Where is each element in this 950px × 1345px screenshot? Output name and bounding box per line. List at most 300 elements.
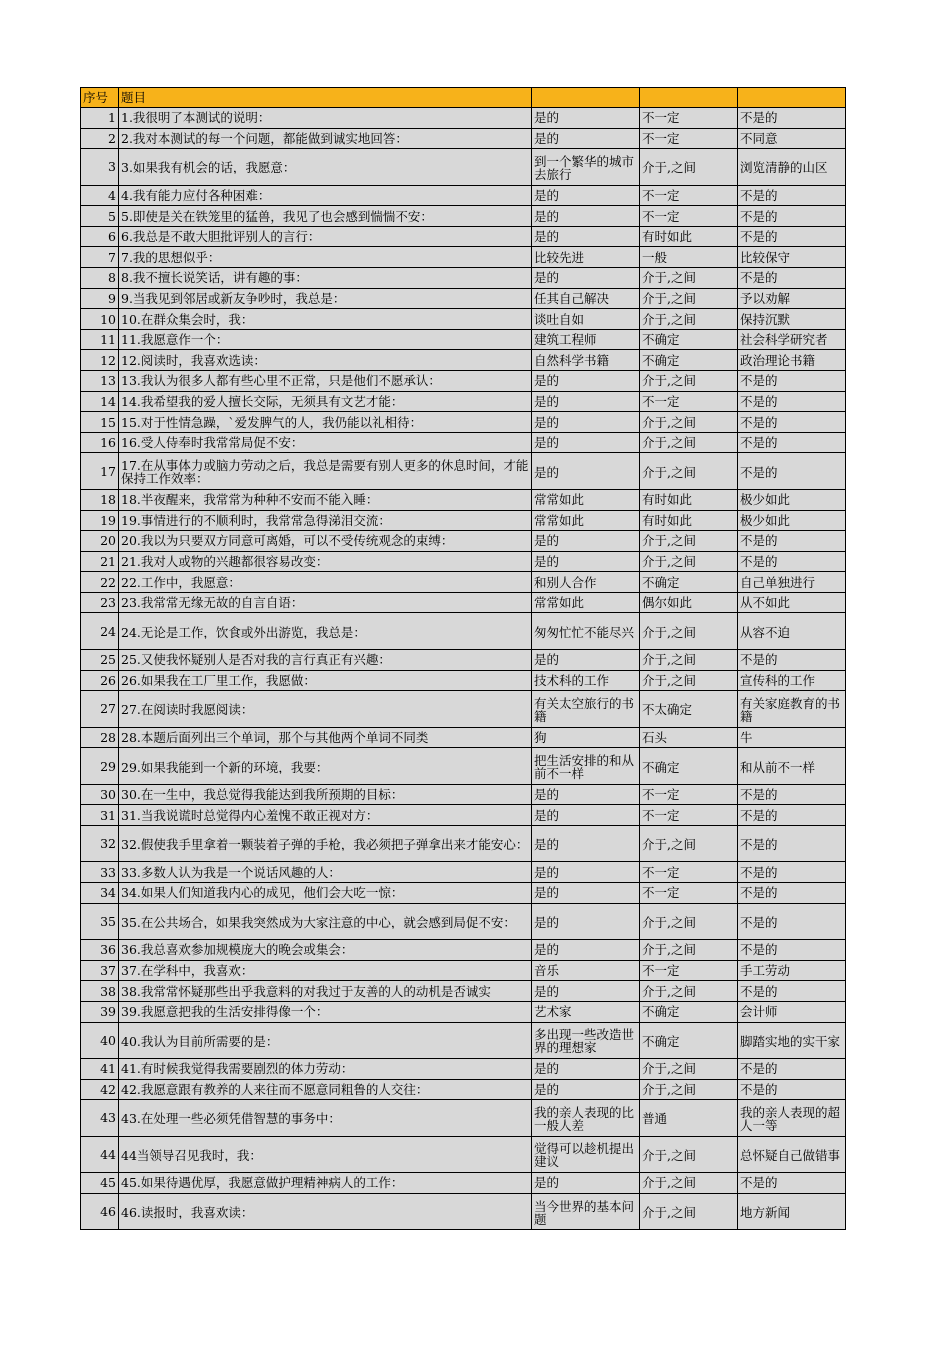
option-c-cell[interactable] xyxy=(738,350,846,371)
option-b-cell[interactable] xyxy=(640,510,738,531)
option-c-cell[interactable] xyxy=(738,1059,846,1080)
question-cell[interactable] xyxy=(119,206,532,227)
option-c-cell[interactable] xyxy=(738,247,846,268)
row-number-cell[interactable] xyxy=(81,510,119,531)
option-a-cell[interactable] xyxy=(532,226,640,247)
question-cell-text: 46.读报时，我喜欢读： xyxy=(121,1205,254,1220)
option-c-cell[interactable] xyxy=(738,309,846,330)
question-cell[interactable] xyxy=(119,453,532,490)
table-row xyxy=(81,1059,846,1080)
table-row xyxy=(81,825,846,862)
row-number-cell[interactable] xyxy=(81,960,119,981)
option-c-cell[interactable] xyxy=(738,572,846,593)
row-number-cell[interactable] xyxy=(81,1136,119,1173)
option-b-cell-text: 介于,之间 xyxy=(642,1147,696,1162)
option-c-cell[interactable] xyxy=(738,592,846,613)
option-c-cell[interactable] xyxy=(738,226,846,247)
option-a-cell-text: 是的 xyxy=(534,1175,560,1191)
question-cell-text: 43.在处理一些必须凭借智慧的事务中： xyxy=(121,1111,341,1126)
question-cell[interactable] xyxy=(119,226,532,247)
option-a-cell[interactable] xyxy=(532,981,640,1002)
option-a-cell[interactable] xyxy=(532,862,640,883)
option-b-cell[interactable] xyxy=(640,903,738,940)
row-number-cell[interactable] xyxy=(81,371,119,392)
option-c-cell-text: 不是的 xyxy=(740,942,778,958)
row-number-cell[interactable] xyxy=(81,981,119,1002)
option-a-cell-text: 是的 xyxy=(534,373,560,389)
option-b-cell[interactable] xyxy=(640,691,738,728)
table-row xyxy=(81,1001,846,1022)
row-number-cell[interactable] xyxy=(81,453,119,490)
table-row xyxy=(81,613,846,650)
option-c-cell[interactable] xyxy=(738,329,846,350)
row-number-cell[interactable] xyxy=(81,350,119,371)
question-cell[interactable] xyxy=(119,551,532,572)
question-cell[interactable] xyxy=(119,247,532,268)
option-b-cell-text: 介于,之间 xyxy=(642,983,696,999)
option-c-cell[interactable] xyxy=(738,649,846,670)
question-cell[interactable] xyxy=(119,288,532,309)
option-a-cell[interactable] xyxy=(532,903,640,940)
option-b-cell[interactable] xyxy=(640,613,738,650)
question-cell[interactable] xyxy=(119,1173,532,1194)
option-a-cell[interactable] xyxy=(532,391,640,412)
question-cell[interactable] xyxy=(119,489,532,510)
header-option-a[interactable] xyxy=(532,88,640,108)
option-a-cell[interactable] xyxy=(532,531,640,552)
option-a-cell[interactable] xyxy=(532,649,640,670)
question-cell[interactable] xyxy=(119,1079,532,1100)
option-b-cell[interactable] xyxy=(640,784,738,805)
row-number-cell[interactable] xyxy=(81,247,119,268)
option-a-cell[interactable] xyxy=(532,940,640,961)
row-number-cell[interactable] xyxy=(81,1100,119,1137)
question-cell[interactable] xyxy=(119,432,532,453)
question-cell[interactable] xyxy=(119,149,532,186)
option-c-cell[interactable] xyxy=(738,371,846,392)
question-cell[interactable] xyxy=(119,268,532,289)
option-c-cell[interactable] xyxy=(738,551,846,572)
option-b-cell[interactable] xyxy=(640,1059,738,1080)
row-number-cell[interactable] xyxy=(81,432,119,453)
question-cell[interactable] xyxy=(119,649,532,670)
table-row xyxy=(81,572,846,593)
option-c-cell-text: 不是的 xyxy=(740,652,778,668)
row-number-cell[interactable] xyxy=(81,1059,119,1080)
row-number-cell[interactable] xyxy=(81,862,119,883)
row-number-cell[interactable] xyxy=(81,128,119,149)
table-row xyxy=(81,329,846,350)
option-a-cell[interactable] xyxy=(532,412,640,433)
option-b-cell[interactable] xyxy=(640,489,738,510)
option-a-cell-text: 是的 xyxy=(534,208,560,224)
question-cell[interactable] xyxy=(119,825,532,862)
option-b-cell[interactable] xyxy=(640,391,738,412)
option-a-cell[interactable] xyxy=(532,432,640,453)
option-b-cell[interactable] xyxy=(640,329,738,350)
option-b-cell[interactable] xyxy=(640,108,738,129)
option-c-cell[interactable] xyxy=(738,1001,846,1022)
option-c-cell[interactable] xyxy=(738,288,846,309)
row-number-cell[interactable] xyxy=(81,226,119,247)
option-b-cell-text: 普通 xyxy=(642,1111,668,1126)
question-cell[interactable] xyxy=(119,412,532,433)
option-b-cell[interactable] xyxy=(640,432,738,453)
row-number-cell[interactable] xyxy=(81,691,119,728)
option-c-cell[interactable] xyxy=(738,981,846,1002)
row-number-cell-text: 5 xyxy=(108,208,116,224)
question-cell[interactable] xyxy=(119,572,532,593)
header-option-b[interactable] xyxy=(640,88,738,108)
option-b-cell[interactable] xyxy=(640,825,738,862)
option-a-cell[interactable] xyxy=(532,309,640,330)
option-b-cell[interactable] xyxy=(640,1173,738,1194)
option-c-cell[interactable] xyxy=(738,391,846,412)
option-a-cell[interactable] xyxy=(532,108,640,129)
option-b-cell[interactable] xyxy=(640,727,738,748)
option-b-cell[interactable] xyxy=(640,1193,738,1230)
option-a-cell[interactable] xyxy=(532,1136,640,1173)
option-b-cell[interactable] xyxy=(640,805,738,826)
option-a-cell[interactable] xyxy=(532,489,640,510)
row-number-cell[interactable] xyxy=(81,825,119,862)
option-a-cell[interactable] xyxy=(532,691,640,728)
option-b-cell-text: 介于,之间 xyxy=(642,414,696,430)
option-c-cell[interactable] xyxy=(738,1022,846,1059)
option-b-cell[interactable] xyxy=(640,350,738,371)
row-number-cell-text: 33 xyxy=(100,864,116,880)
row-number-cell[interactable] xyxy=(81,784,119,805)
option-b-cell[interactable] xyxy=(640,592,738,613)
question-cell[interactable] xyxy=(119,940,532,961)
option-b-cell-text: 不一定 xyxy=(642,393,680,409)
option-b-cell[interactable] xyxy=(640,960,738,981)
option-b-cell[interactable] xyxy=(640,185,738,206)
table-row xyxy=(81,981,846,1002)
option-a-cell[interactable] xyxy=(532,883,640,904)
table-row xyxy=(81,510,846,531)
question-cell[interactable] xyxy=(119,1022,532,1059)
row-number-cell[interactable] xyxy=(81,670,119,691)
header-question[interactable]: 题目 xyxy=(119,88,532,108)
question-cell[interactable] xyxy=(119,748,532,785)
row-number-cell[interactable] xyxy=(81,268,119,289)
option-a-cell-text: 常常如此 xyxy=(534,492,585,508)
row-number-cell[interactable] xyxy=(81,309,119,330)
option-c-cell[interactable] xyxy=(738,128,846,149)
question-cell-text: 42.我愿意跟有教养的人来往而不愿意同粗鲁的人交往： xyxy=(121,1081,429,1097)
row-number-cell[interactable] xyxy=(81,1079,119,1100)
question-cell[interactable] xyxy=(119,128,532,149)
question-cell[interactable] xyxy=(119,784,532,805)
option-a-cell[interactable] xyxy=(532,453,640,490)
option-c-cell[interactable] xyxy=(738,1193,846,1230)
question-cell[interactable] xyxy=(119,108,532,129)
option-a-cell[interactable] xyxy=(532,206,640,227)
option-b-cell-text: 不一定 xyxy=(642,807,680,823)
option-a-cell-text: 多出现一些改造世界的理想家 xyxy=(534,1027,635,1055)
option-b-cell[interactable] xyxy=(640,649,738,670)
option-a-cell[interactable] xyxy=(532,960,640,981)
question-cell[interactable] xyxy=(119,1100,532,1137)
row-number-cell[interactable] xyxy=(81,489,119,510)
option-b-cell-text: 介于,之间 xyxy=(642,942,696,958)
option-b-cell[interactable] xyxy=(640,149,738,186)
option-b-cell-text: 不确定 xyxy=(642,759,680,774)
option-c-cell[interactable] xyxy=(738,883,846,904)
option-c-cell[interactable] xyxy=(738,1136,846,1173)
option-a-cell[interactable] xyxy=(532,613,640,650)
question-cell[interactable] xyxy=(119,691,532,728)
row-number-cell[interactable] xyxy=(81,572,119,593)
option-a-cell-text: 是的 xyxy=(534,942,560,958)
option-b-cell[interactable] xyxy=(640,412,738,433)
option-c-cell-text: 不是的 xyxy=(740,1081,778,1097)
option-a-cell[interactable] xyxy=(532,510,640,531)
option-a-cell[interactable] xyxy=(532,350,640,371)
option-a-cell[interactable] xyxy=(532,288,640,309)
row-number-cell[interactable] xyxy=(81,1173,119,1194)
option-c-cell[interactable] xyxy=(738,613,846,650)
question-cell-text: 45.如果待遇优厚，我愿意做护理精神病人的工作： xyxy=(121,1175,404,1191)
option-b-cell[interactable] xyxy=(640,1100,738,1137)
question-cell[interactable] xyxy=(119,981,532,1002)
option-c-cell-text: 比较保守 xyxy=(740,249,791,265)
option-c-cell-text: 不是的 xyxy=(740,208,778,224)
option-b-cell[interactable] xyxy=(640,572,738,593)
row-number-cell[interactable] xyxy=(81,329,119,350)
row-number-cell[interactable] xyxy=(81,149,119,186)
row-number-cell[interactable] xyxy=(81,805,119,826)
question-cell[interactable] xyxy=(119,1193,532,1230)
row-number-cell[interactable] xyxy=(81,185,119,206)
question-cell[interactable] xyxy=(119,1001,532,1022)
option-c-cell[interactable] xyxy=(738,489,846,510)
table-row xyxy=(81,1022,846,1059)
option-a-cell[interactable] xyxy=(532,128,640,149)
row-number-cell[interactable] xyxy=(81,551,119,572)
option-c-cell[interactable] xyxy=(738,268,846,289)
option-c-cell[interactable] xyxy=(738,784,846,805)
question-cell-text: 38.我常常怀疑那些出乎我意料的对我过于友善的人的动机是否诚实 xyxy=(121,983,491,999)
option-a-cell[interactable] xyxy=(532,185,640,206)
option-c-cell[interactable] xyxy=(738,453,846,490)
row-number-cell[interactable] xyxy=(81,531,119,552)
question-cell-text: 21.我对人或物的兴趣都很容易改变： xyxy=(121,553,329,569)
option-c-cell[interactable] xyxy=(738,903,846,940)
table-row xyxy=(81,226,846,247)
option-c-cell[interactable] xyxy=(738,691,846,728)
option-b-cell[interactable] xyxy=(640,453,738,490)
option-a-cell[interactable] xyxy=(532,727,640,748)
row-number-cell[interactable] xyxy=(81,412,119,433)
table-row xyxy=(81,1100,846,1137)
option-b-cell[interactable] xyxy=(640,883,738,904)
option-a-cell[interactable] xyxy=(532,805,640,826)
option-c-cell[interactable] xyxy=(738,412,846,433)
option-b-cell-text: 介于,之间 xyxy=(642,464,696,479)
option-a-cell[interactable] xyxy=(532,1022,640,1059)
option-a-cell[interactable] xyxy=(532,247,640,268)
option-a-cell[interactable] xyxy=(532,748,640,785)
option-b-cell[interactable] xyxy=(640,940,738,961)
table-row xyxy=(81,805,846,826)
option-b-cell[interactable] xyxy=(640,748,738,785)
question-cell[interactable] xyxy=(119,185,532,206)
table-row xyxy=(81,691,846,728)
row-number-cell[interactable] xyxy=(81,206,119,227)
row-number-cell[interactable] xyxy=(81,727,119,748)
option-c-cell[interactable] xyxy=(738,825,846,862)
option-c-cell[interactable] xyxy=(738,108,846,129)
question-cell-text: 27.在阅读时我愿阅读： xyxy=(121,702,254,717)
option-a-cell-text: 是的 xyxy=(534,1061,560,1077)
option-b-cell[interactable] xyxy=(640,371,738,392)
option-a-cell[interactable] xyxy=(532,572,640,593)
question-cell[interactable] xyxy=(119,727,532,748)
row-number-cell[interactable] xyxy=(81,649,119,670)
option-c-cell[interactable] xyxy=(738,1100,846,1137)
option-b-cell[interactable] xyxy=(640,1136,738,1173)
question-cell[interactable] xyxy=(119,613,532,650)
question-cell[interactable] xyxy=(119,1059,532,1080)
option-c-cell[interactable] xyxy=(738,940,846,961)
option-c-cell-text: 牛 xyxy=(740,729,753,745)
row-number-cell-text: 26 xyxy=(100,672,116,688)
option-a-cell[interactable] xyxy=(532,149,640,186)
option-b-cell[interactable] xyxy=(640,531,738,552)
question-cell[interactable] xyxy=(119,883,532,904)
option-c-cell[interactable] xyxy=(738,960,846,981)
option-a-cell[interactable] xyxy=(532,1059,640,1080)
option-c-cell[interactable] xyxy=(738,510,846,531)
question-cell[interactable] xyxy=(119,1136,532,1173)
option-a-cell[interactable] xyxy=(532,329,640,350)
question-cell[interactable] xyxy=(119,960,532,981)
row-number-cell[interactable] xyxy=(81,613,119,650)
option-c-cell[interactable] xyxy=(738,748,846,785)
option-b-cell[interactable] xyxy=(640,268,738,289)
option-b-cell[interactable] xyxy=(640,206,738,227)
option-c-cell-text: 不是的 xyxy=(740,187,778,203)
option-a-cell[interactable] xyxy=(532,371,640,392)
option-b-cell[interactable] xyxy=(640,309,738,330)
option-a-cell[interactable] xyxy=(532,592,640,613)
option-a-cell[interactable] xyxy=(532,551,640,572)
option-c-cell[interactable] xyxy=(738,149,846,186)
question-cell[interactable] xyxy=(119,805,532,826)
question-cell[interactable] xyxy=(119,329,532,350)
option-c-cell-text: 自己单独进行 xyxy=(740,574,816,590)
table-row xyxy=(81,128,846,149)
row-number-cell-text: 29 xyxy=(100,758,116,774)
option-b-cell-text: 不确定 xyxy=(642,1033,680,1048)
option-a-cell[interactable] xyxy=(532,1079,640,1100)
question-cell[interactable] xyxy=(119,862,532,883)
option-a-cell[interactable] xyxy=(532,825,640,862)
question-cell[interactable] xyxy=(119,592,532,613)
option-c-cell-text: 不是的 xyxy=(740,1175,778,1191)
question-cell[interactable] xyxy=(119,371,532,392)
option-b-cell[interactable] xyxy=(640,226,738,247)
option-a-cell-text: 是的 xyxy=(534,652,560,668)
row-number-cell[interactable] xyxy=(81,288,119,309)
option-b-cell[interactable] xyxy=(640,551,738,572)
option-b-cell[interactable] xyxy=(640,862,738,883)
row-number-cell[interactable] xyxy=(81,940,119,961)
question-cell[interactable] xyxy=(119,531,532,552)
row-number-cell[interactable] xyxy=(81,1193,119,1230)
row-number-cell[interactable] xyxy=(81,391,119,412)
option-c-cell[interactable] xyxy=(738,1079,846,1100)
option-a-cell[interactable] xyxy=(532,268,640,289)
header-option-c[interactable] xyxy=(738,88,846,108)
option-b-cell[interactable] xyxy=(640,128,738,149)
option-c-cell[interactable] xyxy=(738,531,846,552)
option-c-cell[interactable] xyxy=(738,862,846,883)
row-number-cell[interactable] xyxy=(81,1001,119,1022)
question-cell-text: 28.本题后面列出三个单词，那个与其他两个单词不同类 xyxy=(121,729,429,745)
question-cell-text: 34.如果人们知道我内心的成见，他们会大吃一惊： xyxy=(121,885,404,901)
option-c-cell[interactable] xyxy=(738,670,846,691)
row-number-cell-text: 35 xyxy=(100,913,116,929)
option-c-cell-text: 宣传科的工作 xyxy=(740,672,816,688)
question-cell[interactable] xyxy=(119,903,532,940)
row-number-cell-text: 1 xyxy=(108,110,116,126)
option-c-cell-text: 不是的 xyxy=(740,983,778,999)
option-b-cell[interactable] xyxy=(640,1022,738,1059)
option-b-cell[interactable] xyxy=(640,247,738,268)
option-b-cell[interactable] xyxy=(640,1001,738,1022)
option-b-cell[interactable] xyxy=(640,288,738,309)
question-cell[interactable] xyxy=(119,309,532,330)
option-c-cell[interactable] xyxy=(738,432,846,453)
row-number-cell[interactable] xyxy=(81,903,119,940)
option-a-cell[interactable] xyxy=(532,1173,640,1194)
option-c-cell-text: 极少如此 xyxy=(740,492,791,508)
option-a-cell[interactable] xyxy=(532,1001,640,1022)
option-c-cell-text: 保持沉默 xyxy=(740,311,791,327)
row-number-cell[interactable] xyxy=(81,748,119,785)
option-b-cell[interactable] xyxy=(640,981,738,1002)
row-number-cell[interactable] xyxy=(81,883,119,904)
option-b-cell[interactable] xyxy=(640,670,738,691)
question-cell[interactable] xyxy=(119,391,532,412)
option-a-cell[interactable] xyxy=(532,1100,640,1137)
option-a-cell[interactable] xyxy=(532,784,640,805)
option-c-cell[interactable] xyxy=(738,727,846,748)
row-number-cell[interactable] xyxy=(81,592,119,613)
question-cell[interactable] xyxy=(119,670,532,691)
table-row xyxy=(81,727,846,748)
option-c-cell-text: 不是的 xyxy=(740,393,778,409)
option-a-cell[interactable] xyxy=(532,1193,640,1230)
option-c-cell[interactable] xyxy=(738,805,846,826)
option-c-cell[interactable] xyxy=(738,206,846,227)
row-number-cell[interactable] xyxy=(81,1022,119,1059)
option-a-cell-text: 是的 xyxy=(534,130,560,146)
question-cell-text: 10.在群众集会时，我： xyxy=(121,311,254,327)
option-a-cell[interactable] xyxy=(532,670,640,691)
header-seq[interactable]: 序号 xyxy=(81,88,119,108)
question-cell[interactable] xyxy=(119,510,532,531)
row-number-cell[interactable] xyxy=(81,108,119,129)
option-b-cell[interactable] xyxy=(640,1079,738,1100)
table-row xyxy=(81,149,846,186)
option-c-cell[interactable] xyxy=(738,185,846,206)
question-cell[interactable] xyxy=(119,350,532,371)
option-c-cell[interactable] xyxy=(738,1173,846,1194)
